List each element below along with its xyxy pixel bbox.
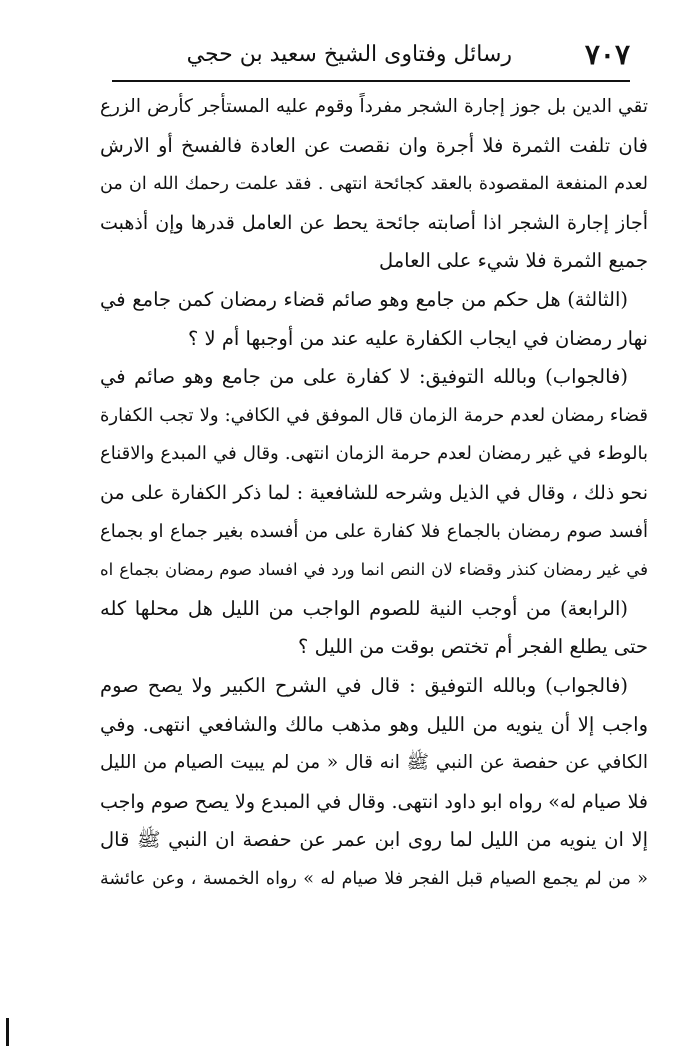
text-line: لعدم المنفعة المقصودة بالعقد كجائحة انتهى . فقد علمت رحمك الله ان من xyxy=(100,174,648,195)
text-line: تقي الدين بل جوز إجارة الشجر مفرداً وقوم عليه المستأجر كأرض الزرع xyxy=(100,96,648,117)
text-line: « من لم يجمع الصيام قبل الفجر فلا صيام له » رواه الخمسة ، وعن عائشة xyxy=(100,868,648,889)
body-text xyxy=(100,88,648,898)
text-line: نحو ذلك ، وقال في الذيل وشرحه للشافعية : لما ذكر الكفارة على من xyxy=(100,481,648,504)
text-line: واجب إلا أن ينويه من الليل وهو مذهب مالك والشافعي انتهى. وفي xyxy=(100,712,648,736)
text-line: بالوطء في غير رمضان لعدم حرمة الزمان انتهى. وقال في المبدع والاقناع xyxy=(100,443,648,465)
running-title: رسائل وفتاوى الشيخ سعيد بن حجي xyxy=(186,42,512,67)
page-header xyxy=(110,28,630,80)
text-line: فلا صيام له» رواه ابو داود انتهى. وقال في المبدع ولا يصح صوم واجب xyxy=(100,790,648,813)
text-line: فان تلفت الثمرة فلا أجرة وان نقصت عن العادة فالفسخ أو الارش xyxy=(100,133,648,157)
header-rule xyxy=(112,80,630,82)
question-three-heading: (الثالثة) هل حكم من جامع وهو صائم قضاء رمضان كمن جامع في xyxy=(100,287,628,311)
page-number: ٧٠٧ xyxy=(584,38,630,71)
text-line: حتى يطلع الفجر أم تختص بوقت من الليل ؟ xyxy=(298,635,648,659)
text-line: الكافي عن حفصة عن النبي ﷺ انه قال « من لم يبيت الصيام من الليل xyxy=(100,752,648,774)
text-line: قضاء رمضان لعدم حرمة الزمان قال الموفق في الكافي: ولا تجب الكفارة xyxy=(100,404,648,426)
text-line: نهار رمضان في ايجاب الكفارة عليه عند من أوجبها أم لا ؟ xyxy=(187,326,648,350)
text-line: في غير رمضان كنذر وقضاء لان النص انما ورد في افساد صوم رمضان بجماع اه xyxy=(100,560,648,580)
answer-three-heading: (فالجواب) وبالله التوفيق: لا كفارة على من جامع وهو صائم في xyxy=(100,365,628,389)
text-line: إلا ان ينويه من الليل لما روى ابن عمر عن حفصة ان النبي ﷺ قال xyxy=(100,828,648,852)
answer-four-heading: (فالجواب) وبالله التوفيق : قال في الشرح الكبير ولا يصح صوم xyxy=(100,673,628,697)
text-line: أجاز إجارة الشجر اذا أصابته جائحة يحط عن العامل قدرها وإن أذهبت xyxy=(100,211,648,234)
page-edge-mark xyxy=(6,1018,9,1046)
text-line: أفسد صوم رمضان بالجماع فلا كفارة على من أفسده بغير جماع او بجماع xyxy=(100,520,648,542)
text-line: جميع الثمرة فلا شيء على العامل xyxy=(378,249,648,273)
question-four-heading: (الرابعة) من أوجب النية للصوم الواجب من الليل هل محلها كله xyxy=(100,596,628,620)
